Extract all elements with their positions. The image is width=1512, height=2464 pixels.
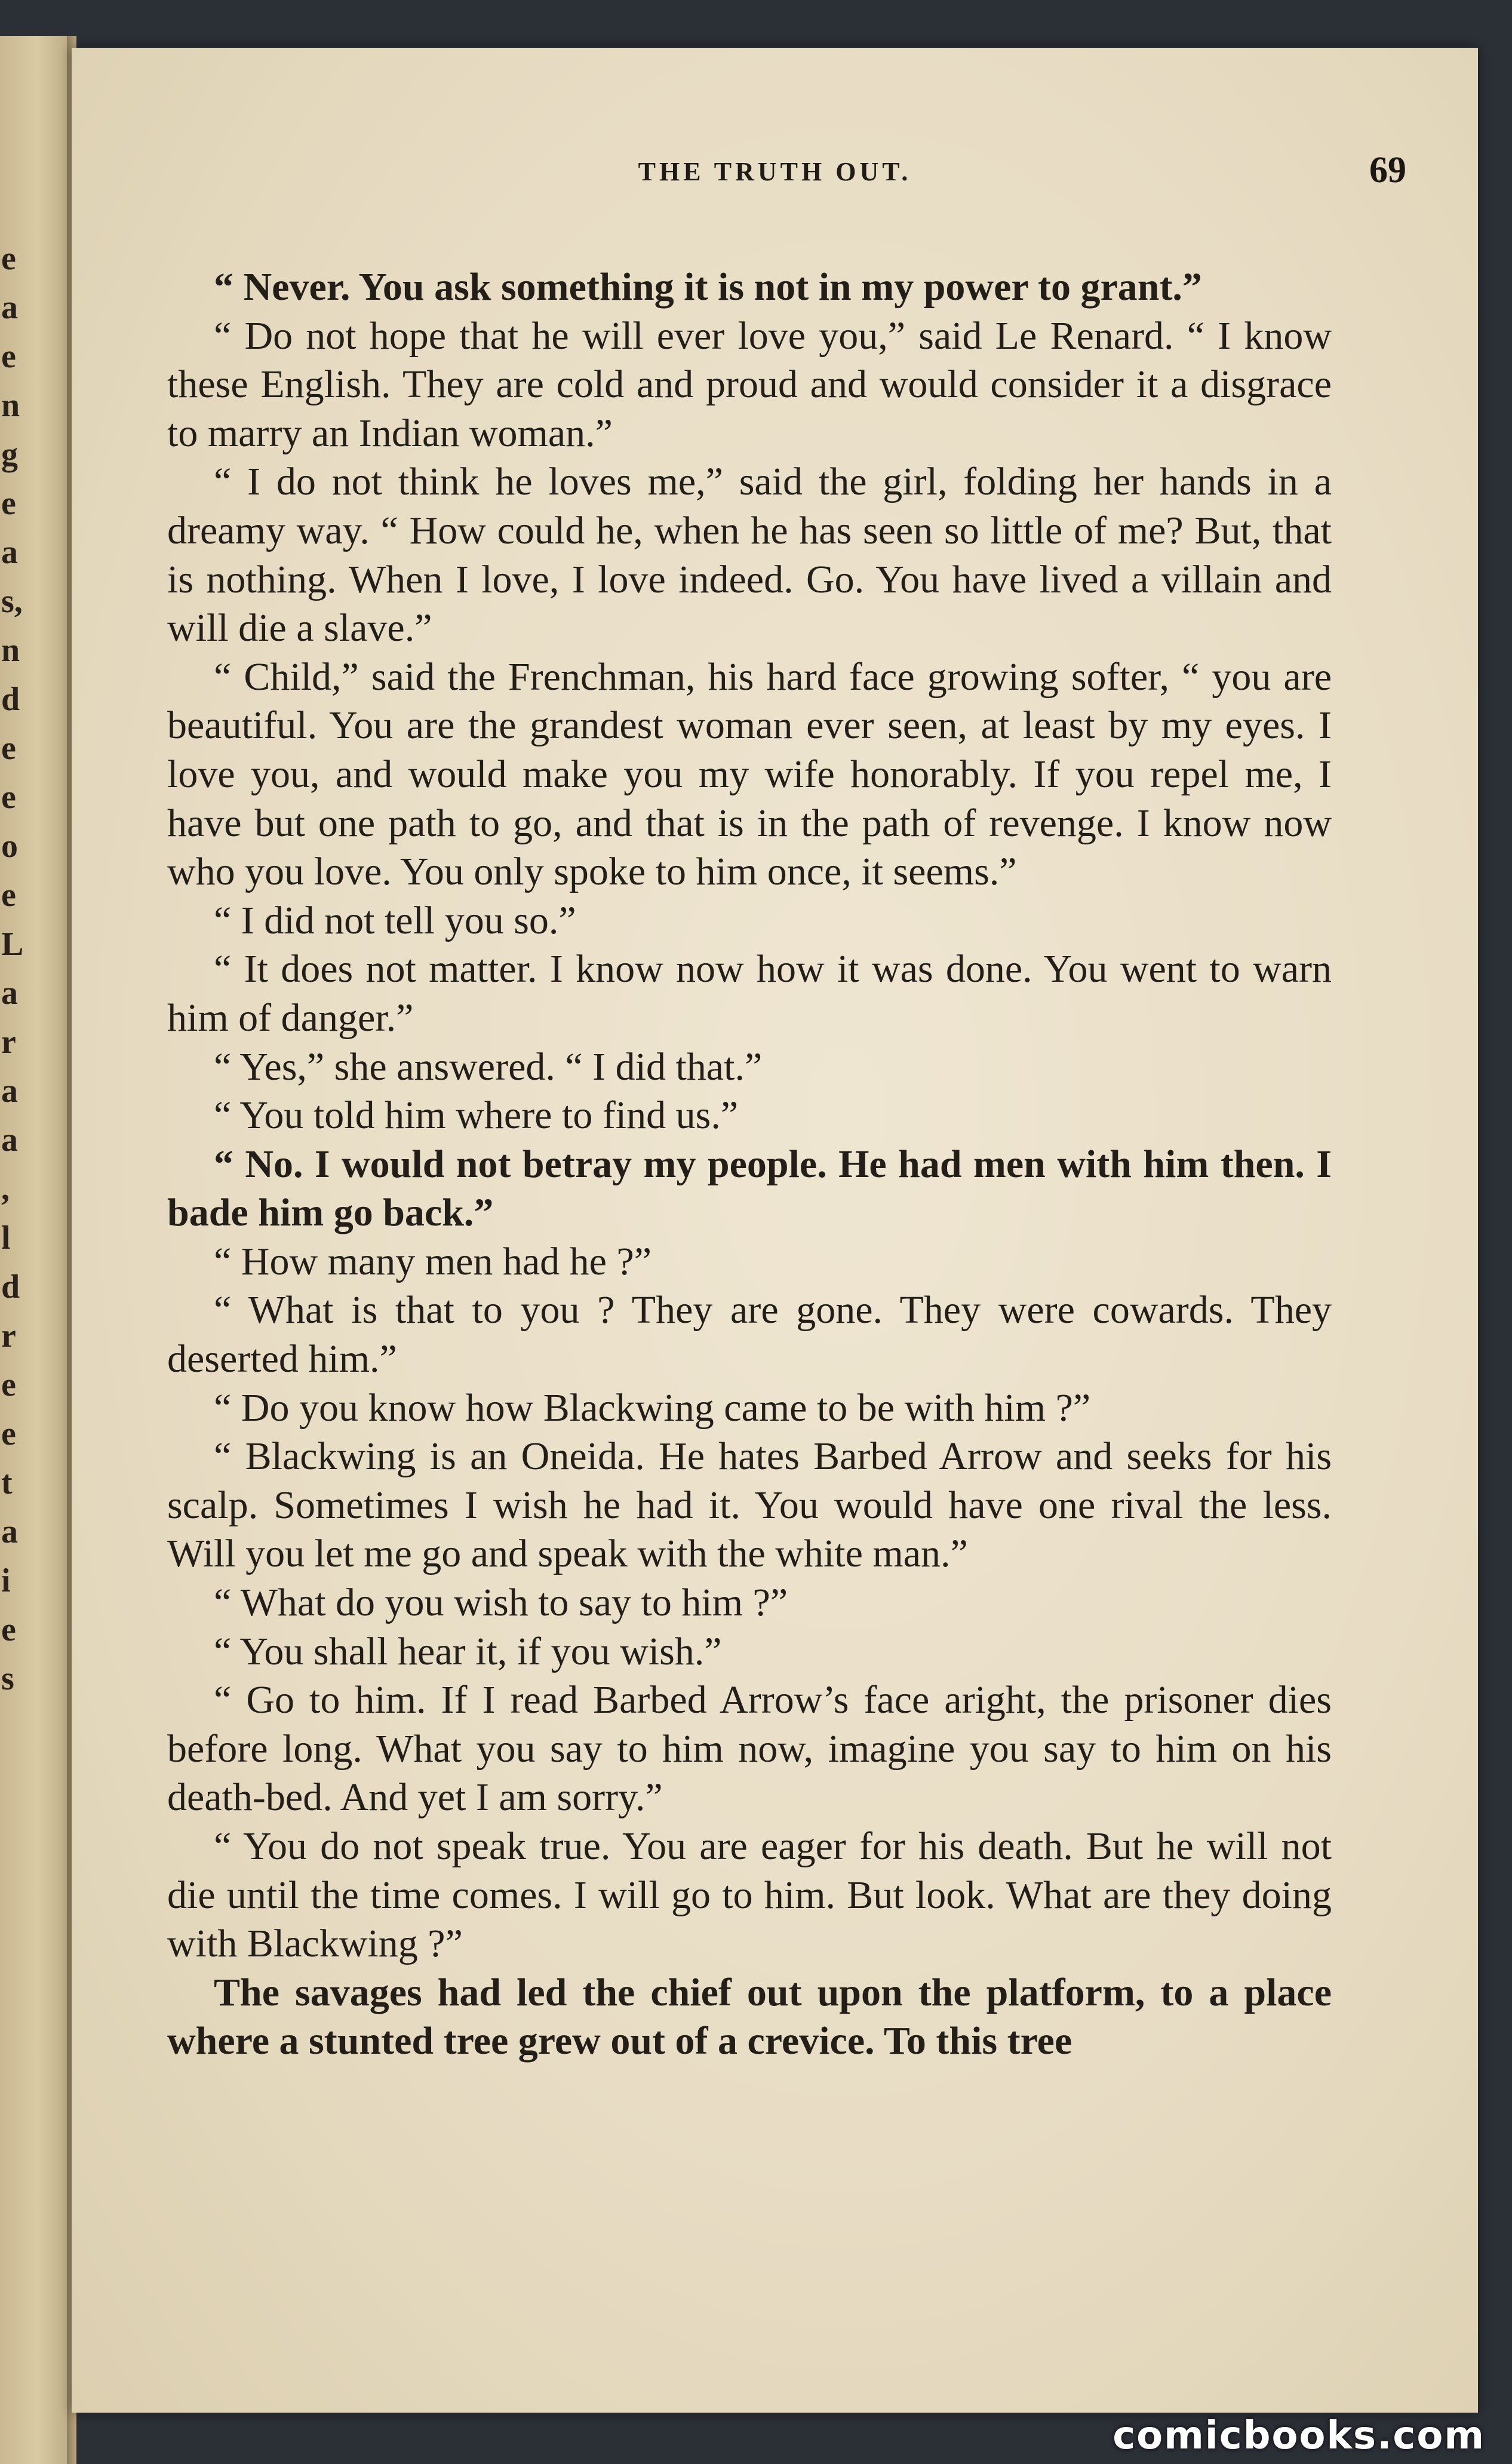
prev-page-fragment: a bbox=[1, 289, 18, 326]
prev-page-fragment: r bbox=[1, 1024, 16, 1061]
prev-page-fragment: e bbox=[1, 779, 16, 816]
paragraph: “ Blackwing is an Oneida. He hates Barbed Arrow and seeks for his scalp. Sometimes I wish he had it. You would have one rival the less. Will you let me go and speak with the white man.” bbox=[167, 1434, 1332, 1576]
prev-page-fragment: s bbox=[1, 1660, 14, 1697]
prev-page-fragment: n bbox=[1, 632, 20, 669]
body-text bbox=[167, 263, 1332, 2066]
prev-page-fragment: e bbox=[1, 240, 16, 277]
paragraph: “ I do not think he loves me,” said the girl, folding her hands in a dreamy way. “ How could he, when he has seen so little of me? But, that is nothing. When I love, I love indeed. Go. You have lived a villain and will die a slave.” bbox=[167, 460, 1332, 650]
watermark: comicbooks.com bbox=[1113, 2414, 1485, 2458]
prev-page-fragment: e bbox=[1, 485, 16, 522]
prev-page-fragment: e bbox=[1, 1366, 16, 1403]
prev-page-fragment: i bbox=[1, 1562, 11, 1599]
prev-page-fragment: n bbox=[1, 387, 20, 424]
prev-page-fragment: t bbox=[1, 1464, 13, 1501]
paragraph: “ Child,” said the Frenchman, his hard face growing softer, “ you are beautiful. You are the grandest woman ever seen, at least by my eyes. I love you, and would make you my wife honorably. If you repel me, I have but one path to go, and that is in the path of revenge. I know now who you love. You only spoke to him once, it seems.” bbox=[167, 655, 1332, 894]
paragraph: “ It does not matter. I know now how it was done. You went to warn him of danger.” bbox=[167, 947, 1332, 1040]
prev-page-fragment: s, bbox=[1, 583, 23, 620]
paragraph: “ No. I would not betray my people. He had men with him then. I bade him go back.” bbox=[167, 1142, 1332, 1235]
running-title: THE TRUTH OUT. bbox=[638, 157, 912, 186]
prev-page-fragment: d bbox=[1, 681, 20, 718]
prev-page-fragment: a bbox=[1, 1513, 18, 1550]
paragraph: “ You do not speak true. You are eager for his death. But he will not die until the time comes. I will go to him. But look. What are they doing with Blackwing ?” bbox=[167, 1824, 1332, 1966]
paragraph: “ You shall hear it, if you wish.” bbox=[214, 1629, 722, 1673]
prev-page-fragment: g bbox=[1, 436, 18, 473]
paragraph: “ How many men had he ?” bbox=[214, 1239, 652, 1283]
prev-page-fragment: d bbox=[1, 1268, 20, 1305]
prev-page-fragment: , bbox=[1, 1170, 10, 1208]
paragraph: “ Go to him. If I read Barbed Arrow’s face aright, the prisoner dies before long. What you say to him now, imagine you say to him on his death-bed. And yet I am sorry.” bbox=[167, 1678, 1332, 1820]
prev-page-fragment: a bbox=[1, 975, 18, 1012]
paragraph: “ Do you know how Blackwing came to be with him ?” bbox=[214, 1385, 1091, 1430]
prev-page-fragment: e bbox=[1, 1611, 16, 1648]
prev-page-fragment: e bbox=[1, 1415, 16, 1452]
prev-page-fragment: e bbox=[1, 338, 16, 375]
paragraph: “ Never. You ask something it is not in my power to grant.” bbox=[214, 265, 1202, 309]
paragraph: “ Do not hope that he will ever love you,” said Le Renard. “ I know these English. They are cold and proud and would consider it a disgrace to marry an Indian woman.” bbox=[167, 314, 1332, 455]
paragraph: “ Yes,” she answered. “ I did that.” bbox=[214, 1044, 763, 1089]
prev-page-fragment: L bbox=[1, 926, 24, 963]
paragraph: “ What do you wish to say to him ?” bbox=[214, 1581, 788, 1625]
paragraph: “ You told him where to find us.” bbox=[214, 1093, 739, 1138]
prev-page-fragment: a bbox=[1, 534, 18, 571]
prev-page-fragment: a bbox=[1, 1073, 18, 1110]
page-number: 69 bbox=[1369, 150, 1406, 191]
prev-page-fragment: e bbox=[1, 730, 16, 767]
book-page bbox=[72, 48, 1478, 2413]
paragraph: “ I did not tell you so.” bbox=[214, 898, 576, 942]
paragraph: “ What is that to you ? They are gone. They were cowards. They deserted him.” bbox=[167, 1288, 1332, 1381]
paragraph: The savages had led the chief out upon the platform, to a place where a stunted tree grew out of a crevice. To this tree bbox=[167, 1970, 1332, 2063]
prev-page-fragment: e bbox=[1, 877, 16, 914]
prev-page-fragment: a bbox=[1, 1122, 18, 1159]
running-head bbox=[72, 143, 1478, 203]
prev-page-fragment: o bbox=[1, 828, 18, 865]
prev-page-fragment: r bbox=[1, 1317, 16, 1354]
prev-page-fragment: l bbox=[1, 1219, 11, 1256]
previous-page-edge bbox=[0, 36, 67, 2464]
